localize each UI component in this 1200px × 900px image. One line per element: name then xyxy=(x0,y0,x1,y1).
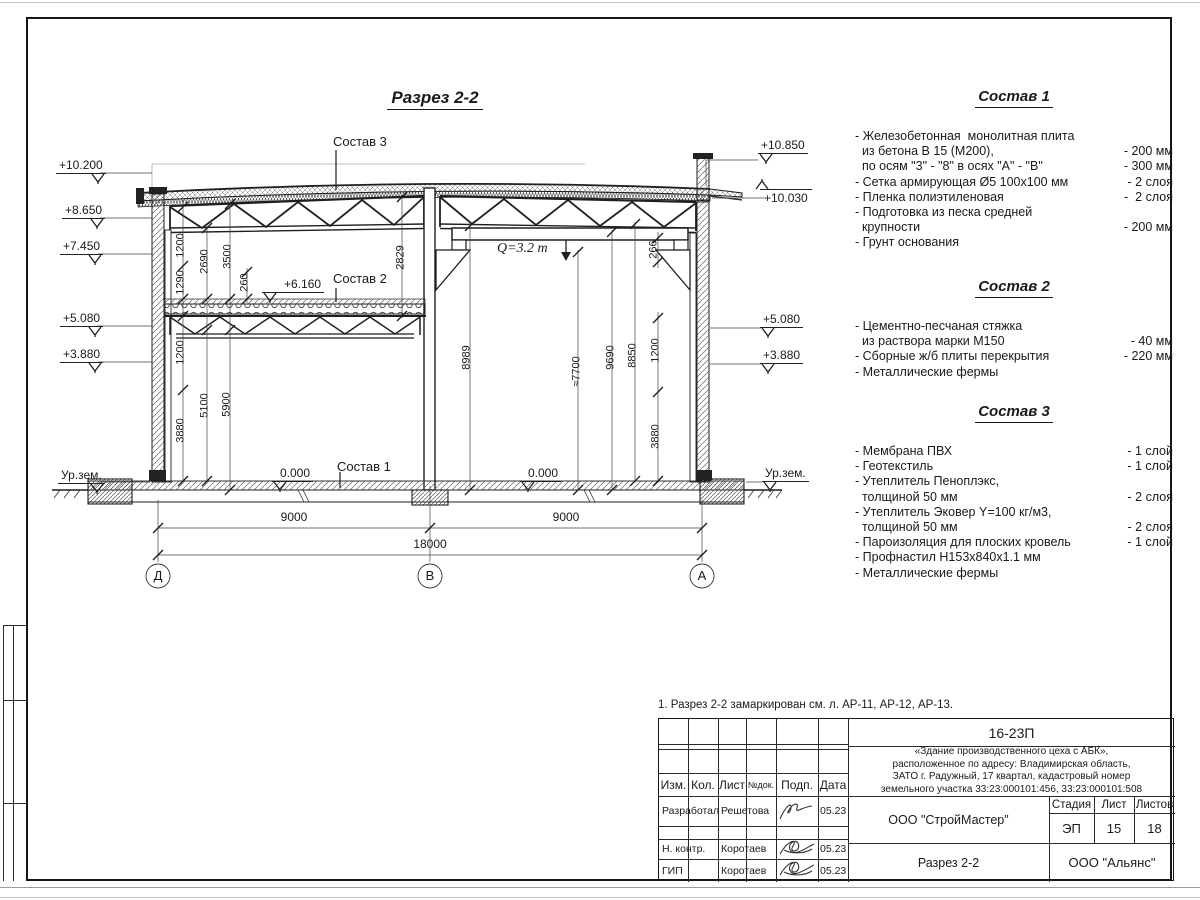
dimension: 1290 xyxy=(174,270,187,295)
spec-row: - Сборные ж/б плиты перекрытия - 220 мм xyxy=(855,349,1173,364)
layer-callout-sostav1: Состав 1 xyxy=(337,459,391,474)
spec-rows xyxy=(855,129,1173,251)
dimension: 266 xyxy=(647,240,660,259)
tb-col-podp: Подп. xyxy=(781,777,813,792)
elevation-arrow-icon xyxy=(763,481,777,492)
elevation-mark: +10.030 xyxy=(755,180,812,205)
dimension: 8850 xyxy=(626,343,639,368)
tb-role: Н. контр. xyxy=(662,843,706,855)
axis-bubble-v: В xyxy=(425,568,435,583)
tb-org: ООО "СтройМастер" xyxy=(888,812,1009,827)
dimension: 3880 xyxy=(649,424,662,449)
spec-row: - Геотекстиль - 1 слой xyxy=(855,459,1173,474)
tb-role: ГИП xyxy=(662,864,683,877)
tb-line xyxy=(659,826,848,827)
spec-title: Состав 3 xyxy=(855,403,1173,420)
elevation-arrow-icon xyxy=(90,483,104,494)
spec-row: - Пленка полиэтиленовая - 2 слоя xyxy=(855,189,1173,204)
elevation-mark: +10.850 xyxy=(758,138,808,164)
elevation-arrow-icon xyxy=(91,173,105,184)
elevation-arrow-icon xyxy=(88,326,102,337)
dimension: 260 xyxy=(238,273,251,292)
tb-date: 05.23 xyxy=(820,805,847,817)
tb-name: Коротаев xyxy=(721,843,767,855)
tb-line xyxy=(659,744,848,745)
spec-row: - Металлические фермы xyxy=(855,364,999,379)
tb-doc-number: 16-23П xyxy=(988,724,1035,741)
tb-col-izm: Изм. xyxy=(660,777,687,792)
spec-row: толщиной 50 мм - 2 слоя xyxy=(855,489,1173,504)
sheet-note: 1. Разрез 2-2 замаркирован см. л. АР-11, АР-12, АР-13. xyxy=(658,699,954,711)
zero-level-mark: 0.000 xyxy=(272,466,313,492)
tb-stage-label: Стадия xyxy=(1051,798,1092,811)
tb-name: Решетова xyxy=(721,805,770,817)
tb-date: 05.23 xyxy=(820,864,847,877)
elevation-mark: +10.200 xyxy=(56,158,106,184)
elevation-mark: +3.880 xyxy=(60,347,103,373)
spec-rows xyxy=(855,319,1173,380)
tb-description xyxy=(848,746,1175,796)
spec-sostav-2 xyxy=(855,278,1173,380)
dimension: 1200 xyxy=(174,233,187,258)
dimension: 2829 xyxy=(394,245,407,270)
title-block xyxy=(658,718,1174,881)
spec-rows xyxy=(855,444,1173,581)
spec-row: крупности - 200 мм xyxy=(855,220,1173,235)
ground-level-mark: Ур.зем. xyxy=(58,468,105,494)
elevation-arrow-icon xyxy=(88,254,102,265)
tb-sheet-label: Лист xyxy=(1101,798,1127,811)
tb-description-line: расположенное по адресу: Владимирская область, xyxy=(892,758,1131,770)
spec-row: - Утеплитель Эковер Y=100 кг/м3, xyxy=(855,504,1052,519)
dimension: 18000 xyxy=(413,537,447,551)
spec-row: - Утеплитель Пеноплэкс, xyxy=(855,474,1000,489)
tb-sheets-value: 18 xyxy=(1147,820,1162,836)
spec-sostav-1 xyxy=(855,88,1173,251)
dimension: 2690 xyxy=(198,249,211,274)
axis-bubble-d: Д xyxy=(153,568,163,583)
dimension: 5900 xyxy=(220,392,233,417)
tb-role: Разработал xyxy=(662,805,720,817)
elevation-arrow-icon xyxy=(759,153,773,164)
zero-level-mark: 0.000 xyxy=(520,466,561,492)
spec-row: толщиной 50 мм - 2 слоя xyxy=(855,520,1173,535)
ground-level-mark: Ур.зем. xyxy=(762,466,809,492)
spec-row: - Железобетонная монолитная плита xyxy=(855,129,1075,143)
tb-col-data: Дата xyxy=(819,777,847,792)
crane-capacity-label: Q=3.2 т xyxy=(497,241,548,256)
dimension: 9000 xyxy=(280,510,308,524)
elevation-arrow-icon xyxy=(90,218,104,229)
tb-description-line: «Здание производственного цеха с АБК», xyxy=(914,746,1109,757)
dimension: 1200 xyxy=(649,338,662,363)
elevation-mark: +7.450 xyxy=(60,239,103,265)
spec-row: - Металлические фермы xyxy=(855,565,999,580)
view-title: Разрез 2-2 xyxy=(360,88,510,108)
tb-description-line: земельного участка 33:23:000101:456, 33:23:000101:508 xyxy=(880,783,1143,795)
spec-row: - Грунт основания xyxy=(855,235,960,250)
tb-stage-value: ЭП xyxy=(1062,820,1081,836)
elevation-mark: +5.080 xyxy=(760,312,803,338)
elevation-arrow-icon xyxy=(521,481,535,492)
spec-row: - Сетка армирующая Ø5 100х100 мм - 2 слоя xyxy=(855,174,1173,189)
tb-col-kol: Кол. xyxy=(691,777,715,792)
dimension: 1200 xyxy=(174,340,187,365)
spec-row: - Профнастил Н153х840х1.1 мм xyxy=(855,550,1041,565)
spec-title: Состав 2 xyxy=(855,278,1173,295)
spec-row: - Цементно-песчаная стяжка xyxy=(855,319,1023,333)
tb-sheet-value: 15 xyxy=(1106,820,1122,836)
tb-name: Коротаев xyxy=(721,864,767,877)
tb-col-list: Лист xyxy=(718,777,746,792)
tb-sheet-title: Разрез 2-2 xyxy=(917,855,980,870)
tb-col-ndok: №док. xyxy=(747,779,775,790)
elevation-arrow-icon xyxy=(761,363,775,374)
spec-row: - Подготовка из песка средней xyxy=(855,205,1033,220)
elevation-mark: +8.650 xyxy=(62,203,105,229)
tb-description-line: ЗАТО г. Радужный, 17 квартал, кадастровый номер xyxy=(892,771,1131,782)
mezzanine-level-mark: +6.160 xyxy=(262,277,324,303)
axis-bubble-a: А xyxy=(697,568,707,583)
dimension: 9690 xyxy=(604,345,617,370)
spec-row: из раствора марки М150 - 40 мм xyxy=(855,334,1173,349)
dimension: ≈7700 xyxy=(570,356,583,387)
spec-row: из бетона В 15 (М200), - 200 мм xyxy=(855,144,1173,159)
dimension: 9000 xyxy=(552,510,580,524)
elevation-mark: +3.880 xyxy=(760,348,803,374)
tb-sheets-label: Листов xyxy=(1135,798,1174,811)
dimension: 3880 xyxy=(174,418,187,443)
spec-sostav-3 xyxy=(855,403,1173,581)
layer-callout-sostav2: Состав 2 xyxy=(333,271,387,286)
spec-row: по осям "3" - "8" в осях "А" - "В" - 300 мм xyxy=(855,159,1173,174)
dimension: 5100 xyxy=(198,393,211,418)
layer-callout-sostav3: Состав 3 xyxy=(333,134,387,149)
tb-date: 05.23 xyxy=(820,843,847,855)
signature-razrabotal xyxy=(778,799,816,825)
tb-line xyxy=(659,749,848,750)
elevation-arrow-icon xyxy=(88,362,102,373)
spec-row: - Мембрана ПВХ - 1 слой xyxy=(855,444,1173,458)
elevation-mark: +5.080 xyxy=(60,311,103,337)
spec-title: Состав 1 xyxy=(855,88,1173,105)
elevation-arrow-icon xyxy=(263,292,277,303)
signature-gip xyxy=(778,857,818,881)
dimension: 8989 xyxy=(460,345,473,370)
elevation-arrow-icon xyxy=(273,481,287,492)
elevation-arrow-icon xyxy=(761,327,775,338)
tb-customer: ООО "Альянс" xyxy=(1068,855,1156,870)
spec-row: - Пароизоляция для плоских кровель - 1 слой xyxy=(855,535,1173,550)
dimension: 3500 xyxy=(221,244,234,269)
